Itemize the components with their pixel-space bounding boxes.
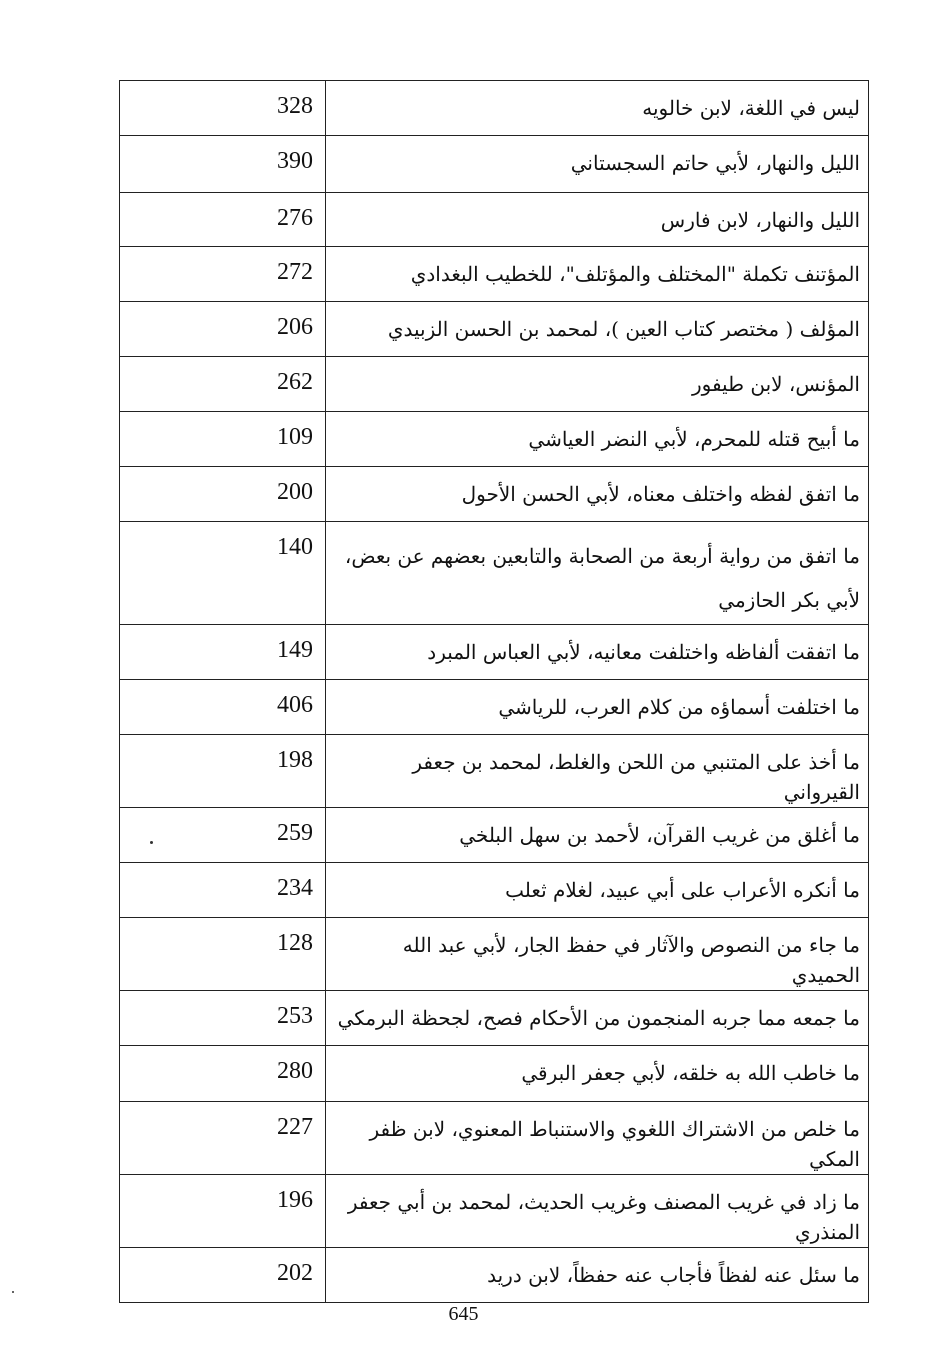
page-ref: 259: [120, 808, 326, 863]
entry-title: ما خلص من الاشتراك اللغوي والاستنباط المعنوي، لابن ظفر المكي: [326, 1102, 869, 1175]
page-ref: 406: [120, 680, 326, 735]
table-row: [120, 412, 869, 467]
page-ref: 227: [120, 1102, 326, 1175]
page-ref: 200: [120, 467, 326, 522]
page-ref: 202: [120, 1248, 326, 1303]
table-row: [120, 1175, 869, 1248]
entry-title: المؤلف ( مختصر كتاب العين )، لمحمد بن الحسن الزبيدي: [326, 302, 869, 357]
entry-title: ما خاطب الله به خلقه، لأبي جعفر البرقي: [326, 1046, 869, 1102]
entry-title: ما أخذ على المتنبي من اللحن والغلط، لمحمد بن جعفر القيرواني: [326, 735, 869, 808]
entry-title: ما زاد في غريب المصنف وغريب الحديث، لمحمد بن أبي جعفر المنذري: [326, 1175, 869, 1248]
index-table-body: [120, 81, 869, 1303]
entry-title: ما جاء من النصوص والآثار في حفظ الجار، لأبي عبد الله الحميدي: [326, 918, 869, 991]
page-ref: 149: [120, 625, 326, 680]
table-row: [120, 808, 869, 863]
page-ref: 234: [120, 863, 326, 918]
entry-title: ما أغلق من غريب القرآن، لأحمد بن سهل البلخي: [326, 808, 869, 863]
entry-title: ليس في اللغة، لابن خالويه: [326, 81, 869, 136]
entry-title: الليل والنهار، لأبي حاتم السجستاني: [326, 136, 869, 193]
scan-speck: [12, 1291, 14, 1293]
table-row: [120, 680, 869, 735]
page-ref: 140: [120, 522, 326, 625]
table-row: [120, 81, 869, 136]
table-row: [120, 863, 869, 918]
entry-title: المؤتنف تكملة "المختلف والمؤتلف"، للخطيب البغدادي: [326, 247, 869, 302]
page-ref: 262: [120, 357, 326, 412]
table-row: [120, 302, 869, 357]
table-row: [120, 918, 869, 991]
table-row: [120, 1102, 869, 1175]
table-row: [120, 467, 869, 522]
entry-title: ما اتفق لفظه واختلف معناه، لأبي الحسن الأحول: [326, 467, 869, 522]
entry-title: ما أنكره الأعراب على أبي عبيد، لغلام ثعلب: [326, 863, 869, 918]
table-row: [120, 193, 869, 247]
table-row: [120, 136, 869, 193]
page-ref: 390: [120, 136, 326, 193]
page-ref: 196: [120, 1175, 326, 1248]
scan-speck: [150, 841, 153, 844]
table-row: [120, 522, 869, 625]
table-row: [120, 1248, 869, 1303]
page-ref: 128: [120, 918, 326, 991]
page-ref: 109: [120, 412, 326, 467]
entry-title: ما سئل عنه لفظاً فأجاب عنه حفظاً، لابن دريد: [326, 1248, 869, 1303]
page-ref: 253: [120, 991, 326, 1046]
table-row: [120, 1046, 869, 1102]
table-row: [120, 625, 869, 680]
entry-title: ما جمعه مما جربه المنجمون من الأحكام فصح، لجحظة البرمكي: [326, 991, 869, 1046]
entry-title: ما اتفق من رواية أربعة من الصحابة والتابعين بعضهم عن بعض، لأبي بكر الحازمي: [326, 522, 869, 625]
page-ref: 272: [120, 247, 326, 302]
page-ref: 276: [120, 193, 326, 247]
page-ref: 206: [120, 302, 326, 357]
table-row: [120, 247, 869, 302]
page-ref: 198: [120, 735, 326, 808]
entry-title: ما أبيح قتله للمحرم، لأبي النضر العياشي: [326, 412, 869, 467]
table-row: [120, 735, 869, 808]
index-table: [119, 80, 869, 1303]
entry-title: ما اتفقت ألفاظه واختلفت معانيه، لأبي العباس المبرد: [326, 625, 869, 680]
table-row: [120, 357, 869, 412]
entry-title: المؤنس، لابن طيفور: [326, 357, 869, 412]
page-number: 645: [448, 1303, 479, 1325]
entry-title: ما اختلفت أسماؤه من كلام العرب، للرياشي: [326, 680, 869, 735]
page-ref: 328: [120, 81, 326, 136]
table-row: [120, 991, 869, 1046]
page-ref: 280: [120, 1046, 326, 1102]
entry-title: الليل والنهار، لابن فارس: [326, 193, 869, 247]
